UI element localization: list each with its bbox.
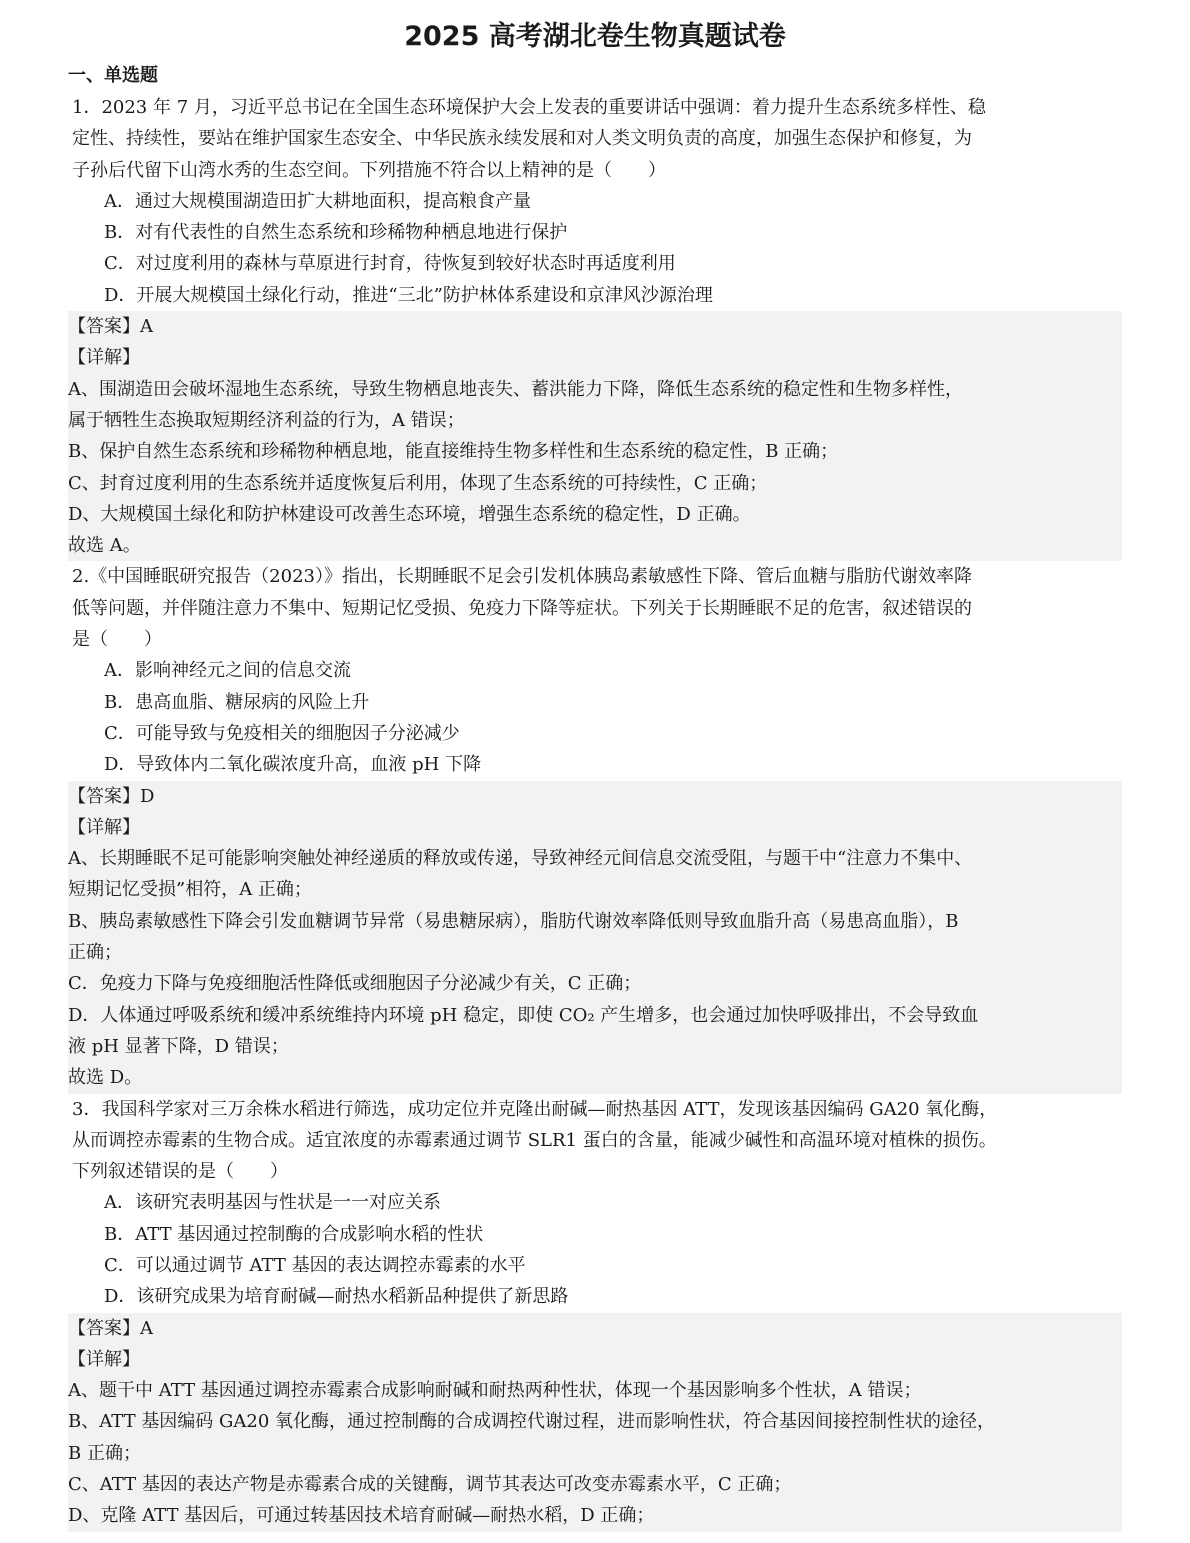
- explain-line: C．免疫力下降与免疫细胞活性降低或细胞因子分泌减少有关，C 正确；: [68, 973, 642, 995]
- explain-line: 故选 A。: [68, 535, 141, 557]
- option-b: B．ATT 基因通过控制酶的合成影响水稻的性状: [104, 1223, 484, 1245]
- explain-line: 液 pH 显著下降，D 错误；: [68, 1035, 289, 1057]
- explain-line: D．人体通过呼吸系统和缓冲系统维持内环境 pH 稳定，即使 CO₂ 产生增多，也会通过加快呼吸排出，不会导致血: [68, 1004, 979, 1026]
- stem-line: 下列叙述错误的是（ ）: [72, 1161, 288, 1183]
- explain-line: 正确；: [68, 942, 122, 964]
- explain-line: B 正确；: [68, 1442, 141, 1464]
- stem-line: 3．我国科学家对三万余株水稻进行筛选，成功定位并克隆出耐碱—耐热基因 ATT，发现该基因编码 GA20 氧化酶，: [72, 1098, 998, 1120]
- question-stem: [68, 92, 1122, 186]
- option-a: A．通过大规模围湖造田扩大耕地面积，提高粮食产量: [104, 190, 531, 212]
- answer-label: 【答案】A: [68, 1317, 153, 1339]
- answer-block: [68, 311, 1122, 561]
- option-c: C．可能导致与免疫相关的细胞因子分泌减少: [104, 722, 460, 744]
- explain-line: A、长期睡眠不足可能影响突触处神经递质的释放或传递，导致神经元间信息交流受阻，与题干中“注意力不集中、: [68, 848, 973, 870]
- explain-label: 【详解】: [68, 816, 140, 838]
- explain-line: C、封育过度利用的生态系统并适度恢复后利用，体现了生态系统的可持续性，C 正确；: [68, 472, 768, 494]
- stem-line: 子孙后代留下山湾水秀的生态空间。下列措施不符合以上精神的是（ ）: [72, 159, 666, 181]
- answer-label: 【答案】D: [68, 785, 155, 807]
- explain-line: A、题干中 ATT 基因通过调控赤霉素合成影响耐碱和耐热两种性状，体现一个基因影响多个性状，A 错误；: [68, 1380, 922, 1402]
- stem-line: 从而调控赤霉素的生物合成。适宜浓度的赤霉素通过调节 SLR1 蛋白的含量，能减少碱性和高温环境对植株的损伤。: [72, 1129, 997, 1151]
- answer-block: [68, 781, 1122, 1094]
- question-3: [68, 1094, 1122, 1532]
- option-a: A．该研究表明基因与性状是一一对应关系: [104, 1192, 441, 1214]
- explain-line: C、ATT 基因的表达产物是赤霉素合成的关键酶，调节其表达可改变赤霉素水平，C 正确；: [68, 1474, 792, 1496]
- exam-document: [68, 14, 1122, 1532]
- option-a: A．影响神经元之间的信息交流: [104, 660, 351, 682]
- option-c: C．对过度利用的森林与草原进行封育，待恢复到较好状态时再适度利用: [104, 253, 676, 275]
- explain-line: 属于牺牲生态换取短期经济利益的行为，A 错误；: [68, 409, 465, 431]
- stem-line: 2.《中国睡眠研究报告（2023）》指出，长期睡眠不足会引发机体胰岛素敏感性下降、管后血糖与脂肪代谢效率降: [72, 566, 972, 588]
- explain-line: 故选 D。: [68, 1067, 143, 1089]
- stem-line: 1．2023 年 7 月，习近平总书记在全国生态环境保护大会上发表的重要讲话中强调：着力提升生态系统多样性、稳: [72, 97, 986, 118]
- option-b: B．患高血脂、糖尿病的风险上升: [104, 691, 370, 713]
- option-d: D．该研究成果为培育耐碱—耐热水稻新品种提供了新思路: [104, 1286, 569, 1308]
- explain-line: A、围湖造田会破坏湿地生态系统，导致生物栖息地丧失、蓄洪能力下降，降低生态系统的稳定性和生物多样性，: [68, 378, 963, 400]
- explain-label: 【详解】: [68, 347, 140, 369]
- question-2: [68, 561, 1122, 1093]
- answer-label: 【答案】A: [68, 316, 153, 338]
- section-heading: 一、单选题: [68, 65, 158, 86]
- explain-line: B、保护自然生态系统和珍稀物种栖息地，能直接维持生物多样性和生态系统的稳定性，B 正确；: [68, 441, 839, 463]
- answer-block: [68, 1313, 1122, 1532]
- option-c: C．可以通过调节 ATT 基因的表达调控赤霉素的水平: [104, 1254, 526, 1276]
- explain-line: B、胰岛素敏感性下降会引发血糖调节异常（易患糖尿病），脂肪代谢效率降低则导致血脂升高（易患高血脂），B: [68, 910, 959, 932]
- document-title: 2025 高考湖北卷生物真题试卷: [404, 21, 786, 52]
- explain-line: D、大规模国土绿化和防护林建设可改善生态环境，增强生态系统的稳定性，D 正确。: [68, 503, 751, 525]
- stem-line: 是（ ）: [72, 629, 162, 651]
- explain-line: D、克隆 ATT 基因后，可通过转基因技术培育耐碱—耐热水稻，D 正确；: [68, 1505, 655, 1527]
- explain-label: 【详解】: [68, 1348, 140, 1370]
- stem-line: 低等问题，并伴随注意力不集中、短期记忆受损、免疫力下降等症状。下列关于长期睡眠不足的危害，叙述错误的: [72, 597, 972, 619]
- question-1: [68, 92, 1122, 561]
- explain-line: 短期记忆受损”相符，A 正确；: [68, 879, 312, 901]
- option-d: D．导致体内二氧化碳浓度升高，血液 pH 下降: [104, 754, 482, 776]
- explain-line: B、ATT 基因编码 GA20 氧化酶，通过控制酶的合成调控代谢过程，进而影响性状，符合基因间接控制性状的途径，: [68, 1411, 996, 1433]
- stem-line: 定性、持续性，要站在维护国家生态安全、中华民族永续发展和对人类文明负责的高度，加强生态保护和修复，为: [72, 128, 972, 150]
- option-b: B．对有代表性的自然生态系统和珍稀物种栖息地进行保护: [104, 222, 568, 244]
- option-d: D．开展大规模国土绿化行动，推进“三北”防护林体系建设和京津风沙源治理: [104, 284, 713, 306]
- question-stem: [68, 1094, 1122, 1188]
- question-stem: [68, 561, 1122, 655]
